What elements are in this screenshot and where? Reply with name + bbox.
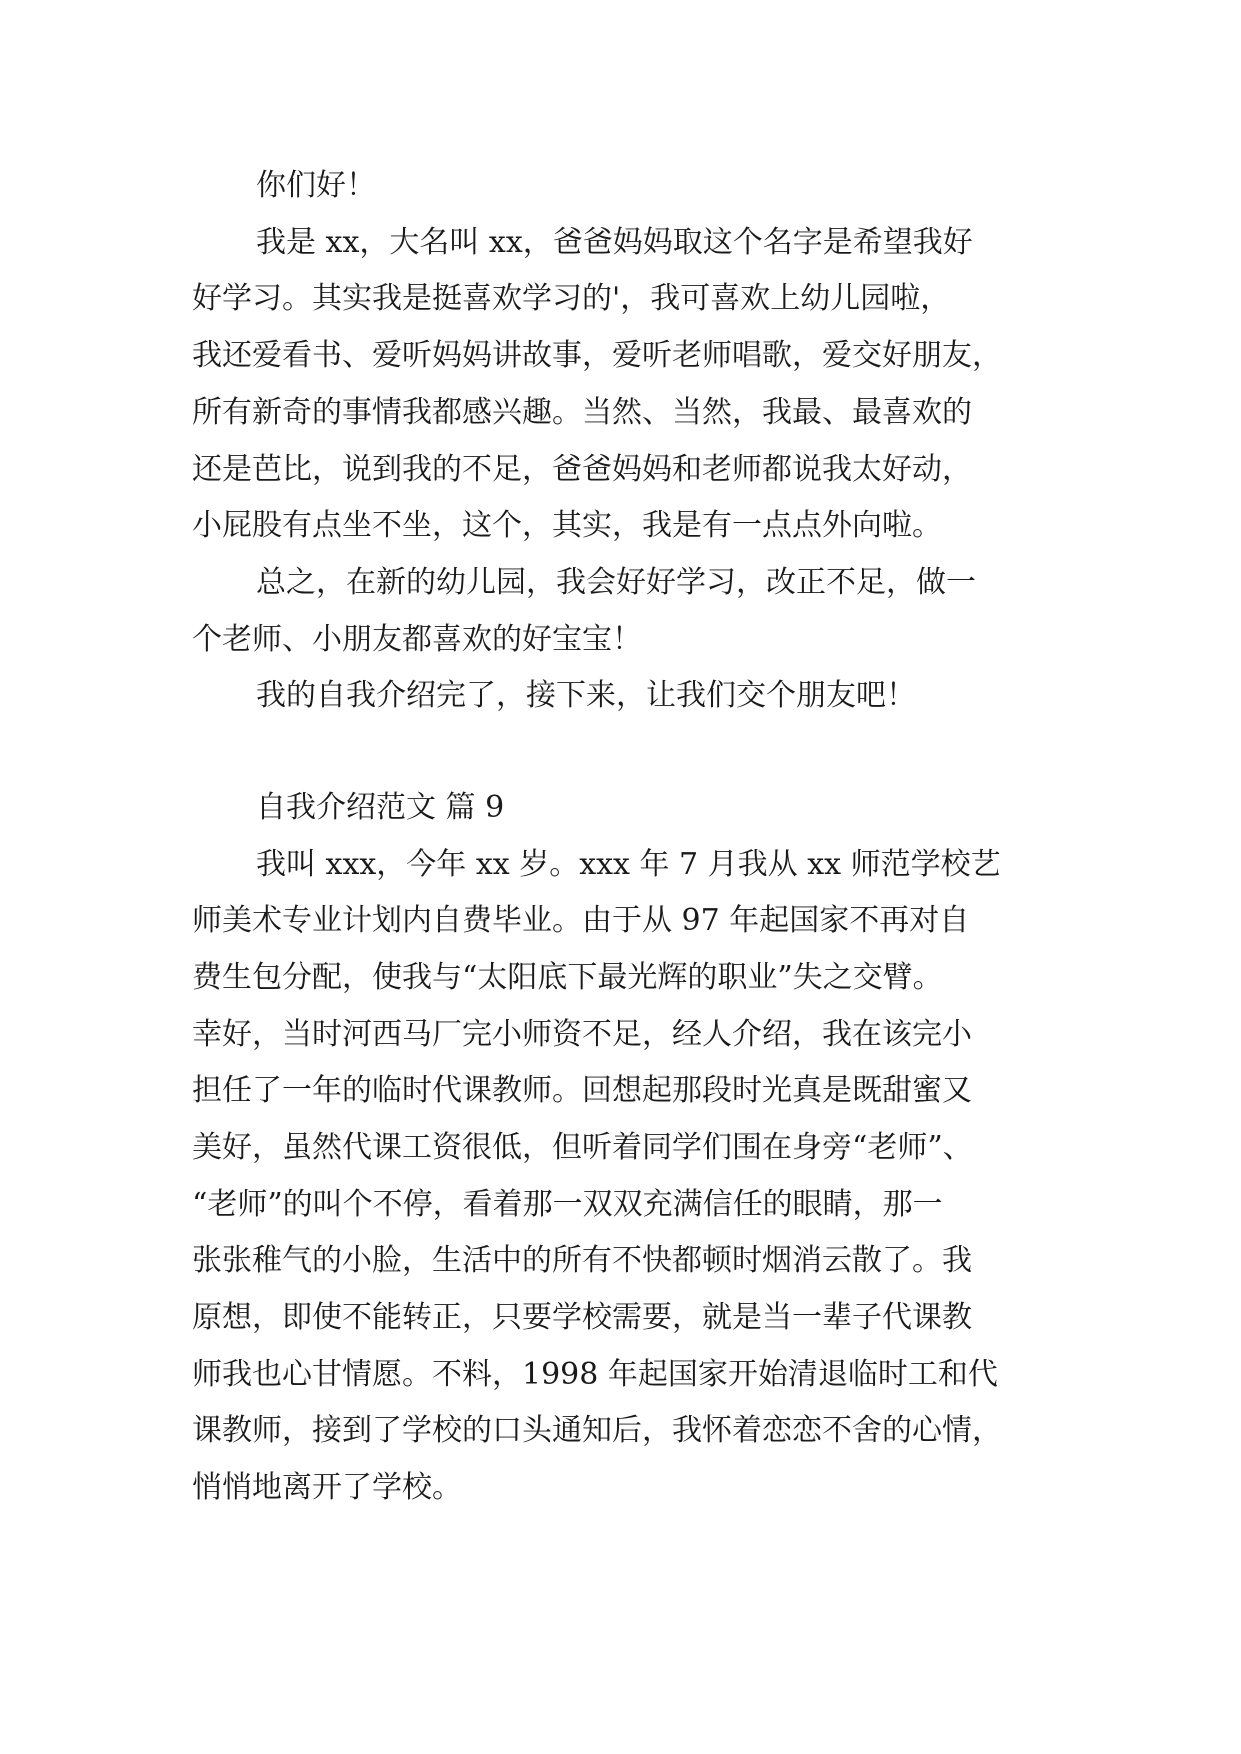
text-line: 悄悄地离开了学校。	[192, 1470, 462, 1505]
text-line: 总之，在新的幼儿园，我会好好学习，改正不足，做一	[256, 565, 976, 600]
text-line: 师我也心甘情愿。不料，1998 年起国家开始清退临时工和代	[192, 1357, 998, 1392]
section-heading: 自我介绍范文 篇 9	[256, 790, 505, 825]
text-line: 原想，即使不能转正，只要学校需要，就是当一辈子代课教	[192, 1300, 972, 1335]
text-line: 幸好，当时河西马厂完小师资不足，经人介绍，我在该完小	[192, 1017, 972, 1052]
text-line: 张张稚气的小脸，生活中的所有不快都顿时烟消云散了。我	[192, 1243, 972, 1278]
text-line: 我的自我介绍完了，接下来，让我们交个朋友吧！	[256, 678, 916, 713]
text-line: 我是 xx，大名叫 xx，爸爸妈妈取这个名字是希望我好	[256, 225, 973, 260]
text-line: 还是芭比，说到我的不足，爸爸妈妈和老师都说我太好动，	[192, 452, 972, 487]
text-line: 小屁股有点坐不坐，这个，其实，我是有一点点外向啦。	[192, 508, 942, 543]
text-line: 我还爱看书、爱听妈妈讲故事，爱听老师唱歌，爱交好朋友，	[192, 338, 1002, 373]
text-line: 好学习。其实我是挺喜欢学习的'，我可喜欢上幼儿园啦，	[192, 281, 951, 316]
text-line: 费生包分配，使我与“太阳底下最光辉的职业”失之交臂。	[192, 960, 943, 995]
text-line: 所有新奇的事情我都感兴趣。当然、当然，我最、最喜欢的	[192, 395, 972, 430]
text-line: 担任了一年的临时代课教师。回想起那段时光真是既甜蜜又	[192, 1073, 972, 1108]
text-line: “老师”的叫个不停，看着那一双双充满信任的眼睛，那一	[192, 1187, 943, 1222]
text-line: 师美术专业计划内自费毕业。由于从 97 年起国家不再对自	[192, 903, 970, 938]
text-line: 个老师、小朋友都喜欢的好宝宝！	[192, 622, 642, 657]
text-line: 我叫 xxx，今年 xx 岁。xxx 年 7 月我从 xx 师范学校艺	[256, 847, 1001, 882]
text-line: 课教师，接到了学校的口头通知后，我怀着恋恋不舍的心情，	[192, 1413, 1002, 1448]
text-line: 美好，虽然代课工资很低，但听着同学们围在身旁“老师”、	[192, 1130, 973, 1165]
paragraph-greeting: 你们好！	[256, 168, 376, 203]
